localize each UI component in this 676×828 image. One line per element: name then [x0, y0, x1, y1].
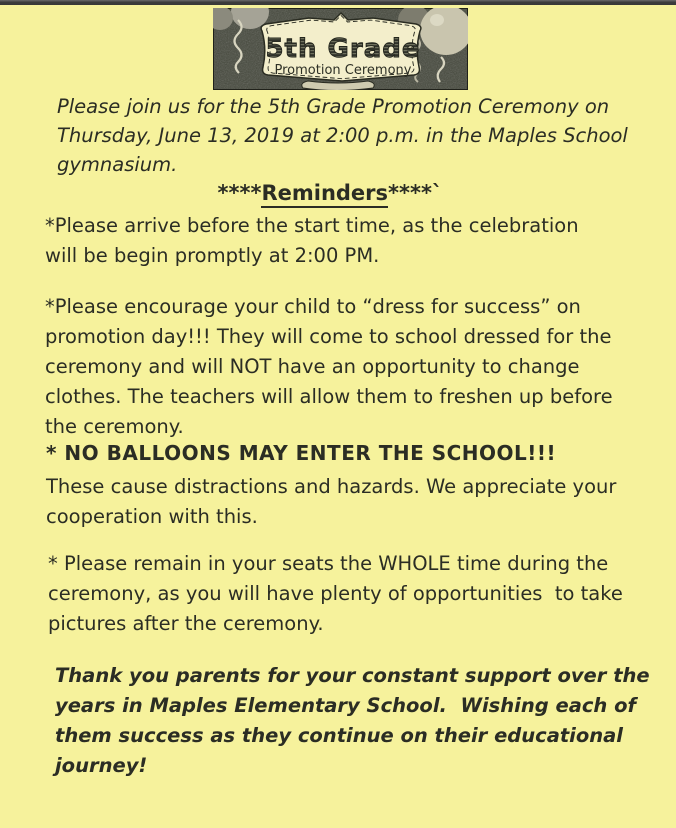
- banner-title: 5th Grade: [265, 34, 421, 64]
- text-line: will be begin promptly at 2:00 PM.: [45, 244, 380, 267]
- reminders-word: Reminders: [261, 181, 388, 208]
- text-line: These cause distractions and hazards. We appreciate your: [46, 475, 617, 498]
- text-line: years in Maples Elementary School. Wishing each of: [55, 694, 636, 717]
- no-balloons-headline: * NO BALLOONS MAY ENTER THE SCHOOL!!!: [46, 441, 557, 465]
- text-line: pictures after the ceremony.: [48, 612, 324, 635]
- text-line: them success as they continue on their educational: [55, 724, 623, 747]
- stars-left: ****: [217, 181, 262, 205]
- balloon-highlight: [430, 14, 444, 26]
- text-line: * Please remain in your seats the WHOLE time during the: [48, 552, 609, 575]
- banner-graphic: [213, 8, 468, 90]
- text-line: clothes. The teachers will allow them to freshen up before: [45, 385, 613, 408]
- intro-paragraph: [57, 92, 628, 179]
- text-line: ceremony and will NOT have an opportunity to change: [45, 355, 580, 378]
- scan-edge-artifact: [0, 0, 676, 5]
- no-balloons-paragraph: [46, 472, 616, 532]
- reminders-heading: [0, 181, 660, 205]
- text-line: Thursday, June 13, 2019 at 2:00 p.m. in the Maples School: [57, 124, 628, 147]
- dress-paragraph: [45, 292, 613, 442]
- closing-paragraph: [55, 661, 650, 781]
- banner-subtitle: Promotion Ceremony: [274, 63, 412, 78]
- text-line: *Please arrive before the start time, as the celebration: [45, 214, 579, 237]
- text-line: Thank you parents for your constant support over the: [55, 664, 650, 687]
- text-line: Please join us for the 5th Grade Promotion Ceremony on: [57, 95, 610, 118]
- text-line: the ceremony.: [45, 415, 184, 438]
- text-line: ceremony, as you will have plenty of opportunities to take: [48, 582, 623, 605]
- remain-paragraph: [48, 549, 623, 639]
- header-banner-image: [213, 8, 468, 90]
- text-line: promotion day!!! They will come to school dressed for the: [45, 325, 612, 348]
- text-line: *Please encourage your child to “dress for success” on: [45, 295, 581, 318]
- text-line: cooperation with this.: [46, 505, 258, 528]
- arrive-paragraph: [45, 211, 579, 271]
- text-line: gymnasium.: [57, 153, 178, 176]
- stars-right: ****`: [388, 181, 443, 205]
- text-line: journey!: [55, 754, 148, 777]
